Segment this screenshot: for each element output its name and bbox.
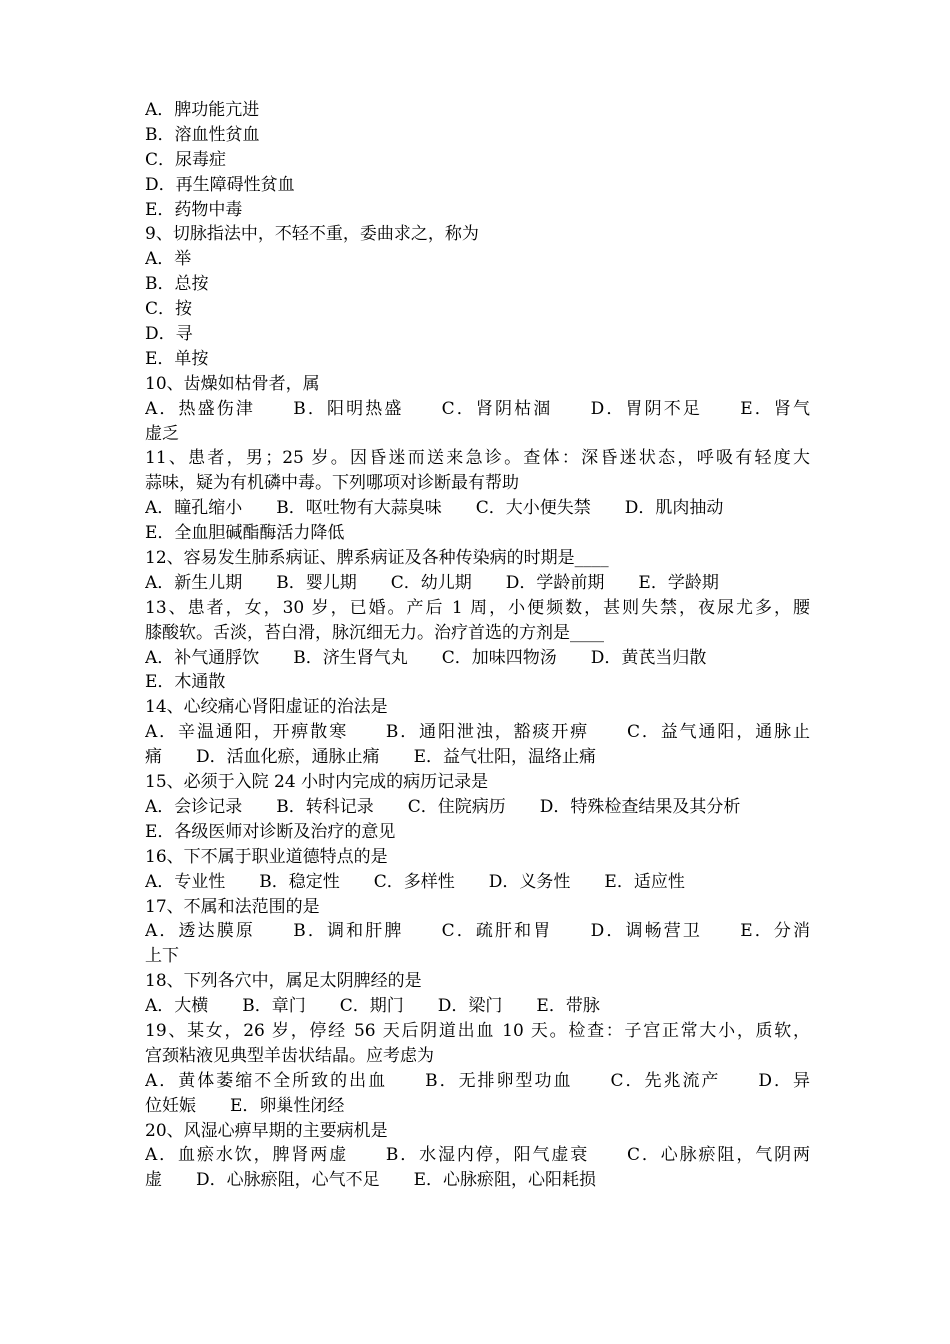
text-line: 9、切脉指法中，不轻不重，委曲求之，称为	[145, 224, 479, 245]
text-line: 虚乏	[145, 423, 179, 444]
text-line: A．会诊记录 B．转科记录 C．住院病历 D．特殊检查结果及其分析	[145, 796, 741, 817]
text-line: D．寻	[145, 324, 193, 345]
text-line: 14、心绞痛心肾阳虚证的治法是	[145, 697, 388, 718]
text-line: A．透达膜原 B．调和肝脾 C．疏肝和胃 D．调畅营卫 E．分消	[145, 921, 810, 942]
text-line: 12、容易发生肺系病证、脾系病证及各种传染病的时期是____	[145, 548, 609, 569]
text-line: C．尿毒症	[145, 149, 227, 170]
text-line: E．药物中毒	[145, 199, 243, 220]
text-line: E．各级医师对诊断及治疗的意见	[145, 821, 396, 842]
text-line: A．血瘀水饮，脾肾两虚 B．水湿内停，阳气虚衰 C．心脉瘀阻，气阴两	[145, 1145, 810, 1166]
text-line: A．热盛伤津 B．阳明热盛 C．肾阴枯涸 D．胃阴不足 E．肾气	[145, 398, 810, 419]
text-line: A．新生儿期 B．婴儿期 C．幼儿期 D．学龄前期 E．学龄期	[145, 572, 719, 593]
text-line: 虚 D．心脉瘀阻，心气不足 E．心脉瘀阻，心阳耗损	[145, 1170, 597, 1191]
text-line: 19、某女，26 岁，停经 56 天后阴道出血 10 天。检查：子宫正常大小，质软，	[145, 1020, 810, 1041]
text-line: A．瞳孔缩小 B．呕吐物有大蒜臭味 C．大小便失禁 D．肌肉抽动	[145, 498, 724, 519]
text-line: E．单按	[145, 348, 209, 369]
text-line: 17、不属和法范围的是	[145, 896, 320, 917]
text-line: 18、下列各穴中，属足太阴脾经的是	[145, 971, 422, 992]
text-line: C．按	[145, 299, 193, 320]
text-line: 15、必须于入院 24 小时内完成的病历记录是	[145, 772, 489, 793]
text-line: 16、下不属于职业道德特点的是	[145, 846, 388, 867]
text-line: 蒜味，疑为有机磷中毒。下列哪项对诊断最有帮助	[145, 473, 519, 494]
text-line: A．补气通脬饮 B．济生肾气丸 C．加味四物汤 D．黄芪当归散	[145, 647, 707, 668]
text-line: B．总按	[145, 274, 209, 295]
text-line: 位妊娠 E．卵巢性闭经	[145, 1095, 345, 1116]
text-line: E．木通散	[145, 672, 226, 693]
text-line: 20、风湿心痹早期的主要病机是	[145, 1120, 388, 1141]
text-line: A．黄体萎缩不全所致的出血 B．无排卵型功血 C．先兆流产 D．异	[145, 1070, 810, 1091]
text-line: 宫颈粘液见典型羊齿状结晶。应考虑为	[145, 1045, 434, 1066]
text-line: 上下	[145, 946, 179, 967]
text-line: E．全血胆碱酯酶活力降低	[145, 523, 345, 544]
text-line: D．再生障碍性贫血	[145, 174, 295, 195]
question-text-block	[145, 98, 810, 1193]
text-line: A．举	[145, 249, 192, 270]
text-line: A．大横 B．章门 C．期门 D．梁门 E．带脉	[145, 996, 600, 1017]
text-line: A．脾功能亢进	[145, 100, 260, 120]
text-line: 10、齿燥如枯骨者，属	[145, 373, 320, 394]
text-line: 11、患者，男；25 岁。因昏迷而送来急诊。查体：深昏迷状态，呼吸有轻度大	[145, 448, 810, 469]
text-line: 膝酸软。舌淡，苔白滑，脉沉细无力。治疗首选的方剂是____	[145, 622, 604, 643]
text-line: B．溶血性贫血	[145, 124, 260, 145]
text-line: 痛 D．活血化瘀，通脉止痛 E．益气壮阳，温络止痛	[145, 747, 597, 768]
text-line: A．专业性 B．稳定性 C．多样性 D．义务性 E．适应性	[145, 871, 685, 892]
text-line: A．辛温通阳，开痹散寒 B．通阳泄浊，豁痰开痹 C．益气通阳，通脉止	[145, 722, 810, 743]
text-line: 13、患者，女，30 岁，已婚。产后 1 周，小便频数，甚则失禁，夜尿尤多，腰	[145, 597, 810, 618]
